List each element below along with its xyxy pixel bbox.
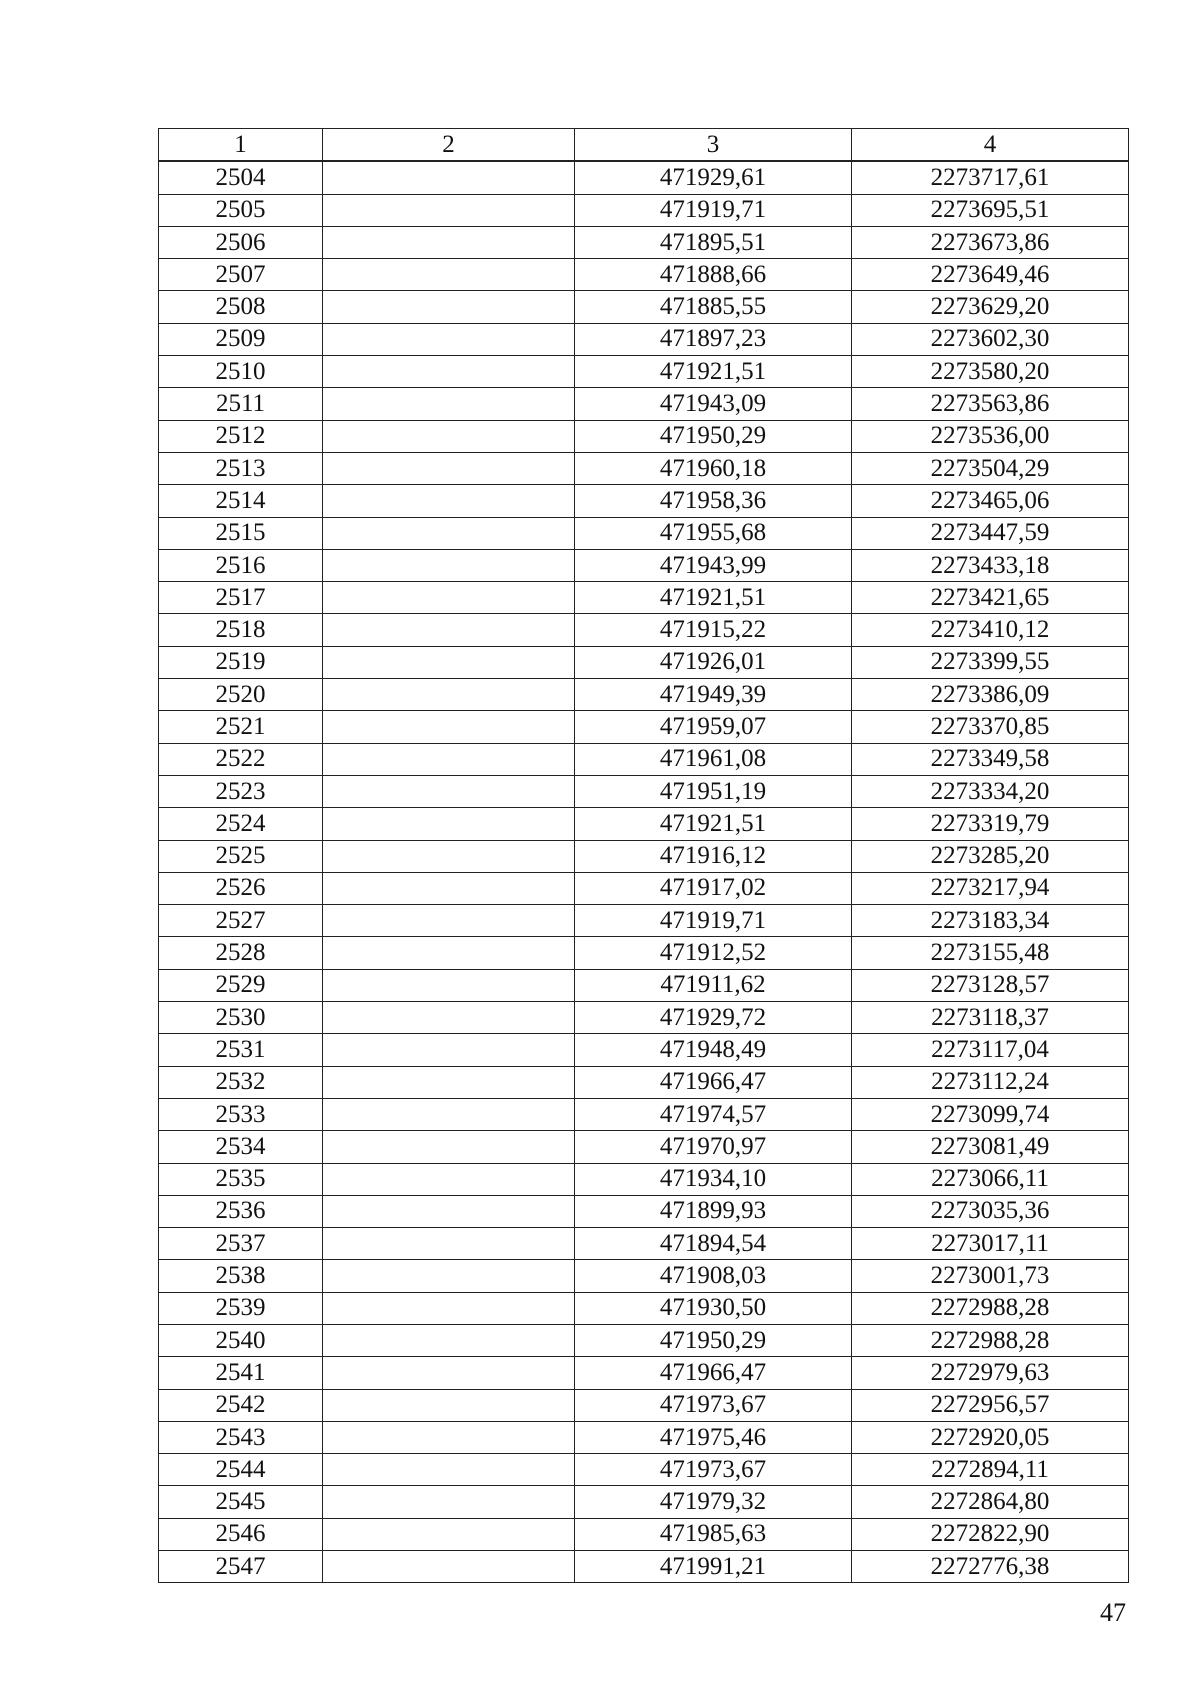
table-row	[159, 259, 1129, 291]
coordinate-y-cell: 2272864,80	[852, 1486, 1129, 1518]
header-row	[159, 129, 1129, 162]
description-cell	[323, 291, 575, 323]
header-col-2: 2	[323, 129, 575, 162]
coordinate-y-cell: 2273099,74	[852, 1098, 1129, 1130]
coordinate-x-cell: 471921,51	[575, 356, 852, 388]
description-cell	[323, 646, 575, 678]
coordinate-x-cell: 471934,10	[575, 1163, 852, 1195]
point-number-cell: 2510	[159, 356, 323, 388]
description-cell	[323, 388, 575, 420]
coordinate-y-cell: 2272776,38	[852, 1551, 1129, 1583]
coordinate-y-cell: 2273649,46	[852, 259, 1129, 291]
description-cell	[323, 226, 575, 258]
description-cell	[323, 1357, 575, 1389]
description-cell	[323, 711, 575, 743]
description-cell	[323, 905, 575, 937]
coordinate-y-cell: 2273066,11	[852, 1163, 1129, 1195]
point-number-cell: 2518	[159, 614, 323, 646]
table-body	[159, 161, 1129, 1583]
description-cell	[323, 1454, 575, 1486]
coordinate-y-cell: 2273504,29	[852, 452, 1129, 484]
point-number-cell: 2529	[159, 969, 323, 1001]
point-number-cell: 2537	[159, 1228, 323, 1260]
description-cell	[323, 1389, 575, 1421]
coordinate-y-cell: 2273399,55	[852, 646, 1129, 678]
point-number-cell: 2536	[159, 1195, 323, 1227]
coordinate-x-cell: 471975,46	[575, 1421, 852, 1453]
table-header	[159, 129, 1129, 162]
table-row	[159, 1195, 1129, 1227]
coordinate-y-cell: 2272956,57	[852, 1389, 1129, 1421]
point-number-cell: 2545	[159, 1486, 323, 1518]
description-cell	[323, 259, 575, 291]
table-row	[159, 1098, 1129, 1130]
coordinate-x-cell: 471985,63	[575, 1518, 852, 1550]
table-row	[159, 1518, 1129, 1550]
table-row	[159, 1131, 1129, 1163]
coordinate-y-cell: 2273128,57	[852, 969, 1129, 1001]
table-row	[159, 937, 1129, 969]
table-row	[159, 582, 1129, 614]
coordinate-y-cell: 2273673,86	[852, 226, 1129, 258]
coordinate-x-cell: 471894,54	[575, 1228, 852, 1260]
point-number-cell: 2540	[159, 1324, 323, 1356]
header-col-4: 4	[852, 129, 1129, 162]
coordinate-y-cell: 2273629,20	[852, 291, 1129, 323]
description-cell	[323, 420, 575, 452]
coordinate-x-cell: 471949,39	[575, 679, 852, 711]
coordinate-x-cell: 471955,68	[575, 517, 852, 549]
coordinate-y-cell: 2273183,34	[852, 905, 1129, 937]
description-cell	[323, 937, 575, 969]
point-number-cell: 2504	[159, 161, 323, 194]
coordinate-x-cell: 471973,67	[575, 1389, 852, 1421]
coordinate-x-cell: 471899,93	[575, 1195, 852, 1227]
coordinate-x-cell: 471930,50	[575, 1292, 852, 1324]
coordinate-x-cell: 471929,61	[575, 161, 852, 194]
description-cell	[323, 356, 575, 388]
coordinate-x-cell: 471943,99	[575, 549, 852, 581]
coordinate-y-cell: 2273433,18	[852, 549, 1129, 581]
description-cell	[323, 840, 575, 872]
coordinate-x-cell: 471970,97	[575, 1131, 852, 1163]
table-row	[159, 1163, 1129, 1195]
description-cell	[323, 1551, 575, 1583]
coordinate-y-cell: 2273017,11	[852, 1228, 1129, 1260]
coordinate-x-cell: 471950,29	[575, 1324, 852, 1356]
coordinate-y-cell: 2273580,20	[852, 356, 1129, 388]
point-number-cell: 2505	[159, 194, 323, 226]
description-cell	[323, 679, 575, 711]
description-cell	[323, 485, 575, 517]
coordinate-y-cell: 2272988,28	[852, 1324, 1129, 1356]
point-number-cell: 2520	[159, 679, 323, 711]
table-row	[159, 291, 1129, 323]
coordinate-y-cell: 2273410,12	[852, 614, 1129, 646]
coordinates-table	[158, 128, 1129, 1583]
description-cell	[323, 1292, 575, 1324]
coordinate-x-cell: 471959,07	[575, 711, 852, 743]
point-number-cell: 2513	[159, 452, 323, 484]
coordinate-x-cell: 471966,47	[575, 1066, 852, 1098]
coordinate-x-cell: 471979,32	[575, 1486, 852, 1518]
description-cell	[323, 194, 575, 226]
table-row	[159, 775, 1129, 807]
point-number-cell: 2543	[159, 1421, 323, 1453]
point-number-cell: 2547	[159, 1551, 323, 1583]
coordinate-x-cell: 471966,47	[575, 1357, 852, 1389]
point-number-cell: 2511	[159, 388, 323, 420]
coordinate-x-cell: 471921,51	[575, 582, 852, 614]
table-row	[159, 1357, 1129, 1389]
table-row	[159, 969, 1129, 1001]
description-cell	[323, 1228, 575, 1260]
point-number-cell: 2538	[159, 1260, 323, 1292]
coordinate-y-cell: 2272988,28	[852, 1292, 1129, 1324]
description-cell	[323, 1486, 575, 1518]
coordinate-y-cell: 2273563,86	[852, 388, 1129, 420]
coordinate-x-cell: 471917,02	[575, 872, 852, 904]
coordinate-y-cell: 2273370,85	[852, 711, 1129, 743]
point-number-cell: 2533	[159, 1098, 323, 1130]
coordinate-y-cell: 2273536,00	[852, 420, 1129, 452]
coordinate-x-cell: 471921,51	[575, 808, 852, 840]
description-cell	[323, 1324, 575, 1356]
description-cell	[323, 1518, 575, 1550]
coordinate-y-cell: 2273602,30	[852, 323, 1129, 355]
point-number-cell: 2535	[159, 1163, 323, 1195]
description-cell	[323, 1131, 575, 1163]
table-row	[159, 905, 1129, 937]
point-number-cell: 2534	[159, 1131, 323, 1163]
coordinate-y-cell: 2273118,37	[852, 1002, 1129, 1034]
point-number-cell: 2542	[159, 1389, 323, 1421]
coordinate-x-cell: 471888,66	[575, 259, 852, 291]
coordinate-x-cell: 471908,03	[575, 1260, 852, 1292]
table-row	[159, 452, 1129, 484]
point-number-cell: 2541	[159, 1357, 323, 1389]
coordinate-y-cell: 2272894,11	[852, 1454, 1129, 1486]
coordinate-y-cell: 2273386,09	[852, 679, 1129, 711]
coordinate-y-cell: 2272979,63	[852, 1357, 1129, 1389]
table-row	[159, 194, 1129, 226]
coordinate-x-cell: 471974,57	[575, 1098, 852, 1130]
coordinate-x-cell: 471943,09	[575, 388, 852, 420]
coordinate-y-cell: 2273319,79	[852, 808, 1129, 840]
table-row	[159, 420, 1129, 452]
table-row	[159, 323, 1129, 355]
table-row	[159, 356, 1129, 388]
coordinate-x-cell: 471948,49	[575, 1034, 852, 1066]
point-number-cell: 2525	[159, 840, 323, 872]
point-number-cell: 2515	[159, 517, 323, 549]
coordinate-y-cell: 2273349,58	[852, 743, 1129, 775]
point-number-cell: 2530	[159, 1002, 323, 1034]
coordinate-x-cell: 471919,71	[575, 905, 852, 937]
point-number-cell: 2532	[159, 1066, 323, 1098]
table-row	[159, 1002, 1129, 1034]
point-number-cell: 2528	[159, 937, 323, 969]
description-cell	[323, 969, 575, 1001]
point-number-cell: 2514	[159, 485, 323, 517]
coordinate-x-cell: 471897,23	[575, 323, 852, 355]
coordinate-x-cell: 471960,18	[575, 452, 852, 484]
point-number-cell: 2544	[159, 1454, 323, 1486]
coordinate-x-cell: 471950,29	[575, 420, 852, 452]
description-cell	[323, 1260, 575, 1292]
description-cell	[323, 614, 575, 646]
table-row	[159, 711, 1129, 743]
description-cell	[323, 1034, 575, 1066]
description-cell	[323, 1098, 575, 1130]
table-row	[159, 1551, 1129, 1583]
point-number-cell: 2507	[159, 259, 323, 291]
coordinate-y-cell: 2272920,05	[852, 1421, 1129, 1453]
table-row	[159, 743, 1129, 775]
coordinate-y-cell: 2273117,04	[852, 1034, 1129, 1066]
coordinate-y-cell: 2273217,94	[852, 872, 1129, 904]
table-row	[159, 517, 1129, 549]
point-number-cell: 2512	[159, 420, 323, 452]
coordinate-y-cell: 2273081,49	[852, 1131, 1129, 1163]
table-row	[159, 1260, 1129, 1292]
description-cell	[323, 1002, 575, 1034]
table-row	[159, 679, 1129, 711]
description-cell	[323, 808, 575, 840]
coordinate-x-cell: 471951,19	[575, 775, 852, 807]
description-cell	[323, 872, 575, 904]
description-cell	[323, 323, 575, 355]
table-row	[159, 1454, 1129, 1486]
point-number-cell: 2506	[159, 226, 323, 258]
coordinate-x-cell: 471973,67	[575, 1454, 852, 1486]
coordinate-x-cell: 471961,08	[575, 743, 852, 775]
coordinate-x-cell: 471919,71	[575, 194, 852, 226]
coordinate-y-cell: 2273001,73	[852, 1260, 1129, 1292]
coordinate-x-cell: 471912,52	[575, 937, 852, 969]
coordinate-x-cell: 471958,36	[575, 485, 852, 517]
point-number-cell: 2523	[159, 775, 323, 807]
coordinate-x-cell: 471915,22	[575, 614, 852, 646]
table-row	[159, 1292, 1129, 1324]
page-number: 47	[1100, 1598, 1126, 1627]
point-number-cell: 2522	[159, 743, 323, 775]
coordinate-y-cell: 2273421,65	[852, 582, 1129, 614]
coordinate-x-cell: 471929,72	[575, 1002, 852, 1034]
table-row	[159, 808, 1129, 840]
table-row	[159, 226, 1129, 258]
description-cell	[323, 1066, 575, 1098]
coordinate-y-cell: 2273035,36	[852, 1195, 1129, 1227]
coordinate-y-cell: 2273334,20	[852, 775, 1129, 807]
point-number-cell: 2527	[159, 905, 323, 937]
point-number-cell: 2508	[159, 291, 323, 323]
description-cell	[323, 517, 575, 549]
point-number-cell: 2526	[159, 872, 323, 904]
header-col-1: 1	[159, 129, 323, 162]
point-number-cell: 2517	[159, 582, 323, 614]
point-number-cell: 2531	[159, 1034, 323, 1066]
table-row	[159, 161, 1129, 194]
description-cell	[323, 549, 575, 581]
coordinate-x-cell: 471916,12	[575, 840, 852, 872]
header-col-3: 3	[575, 129, 852, 162]
table-row	[159, 388, 1129, 420]
table-row	[159, 1034, 1129, 1066]
table-row	[159, 1228, 1129, 1260]
table-row	[159, 872, 1129, 904]
coordinate-y-cell: 2273447,59	[852, 517, 1129, 549]
description-cell	[323, 775, 575, 807]
point-number-cell: 2524	[159, 808, 323, 840]
point-number-cell: 2509	[159, 323, 323, 355]
coordinate-y-cell: 2272822,90	[852, 1518, 1129, 1550]
coordinate-x-cell: 471991,21	[575, 1551, 852, 1583]
coordinate-x-cell: 471895,51	[575, 226, 852, 258]
coordinate-y-cell: 2273155,48	[852, 937, 1129, 969]
coordinate-y-cell: 2273285,20	[852, 840, 1129, 872]
coordinate-x-cell: 471885,55	[575, 291, 852, 323]
coordinate-x-cell: 471911,62	[575, 969, 852, 1001]
table-row	[159, 1389, 1129, 1421]
point-number-cell: 2539	[159, 1292, 323, 1324]
description-cell	[323, 743, 575, 775]
table-row	[159, 1421, 1129, 1453]
coordinate-y-cell: 2273717,61	[852, 161, 1129, 194]
point-number-cell: 2546	[159, 1518, 323, 1550]
point-number-cell: 2519	[159, 646, 323, 678]
point-number-cell: 2516	[159, 549, 323, 581]
table-row	[159, 549, 1129, 581]
coordinate-y-cell: 2273465,06	[852, 485, 1129, 517]
coordinate-y-cell: 2273695,51	[852, 194, 1129, 226]
description-cell	[323, 161, 575, 194]
point-number-cell: 2521	[159, 711, 323, 743]
table-row	[159, 646, 1129, 678]
description-cell	[323, 452, 575, 484]
table-row	[159, 614, 1129, 646]
table-row	[159, 1324, 1129, 1356]
description-cell	[323, 1195, 575, 1227]
description-cell	[323, 582, 575, 614]
coordinate-x-cell: 471926,01	[575, 646, 852, 678]
description-cell	[323, 1421, 575, 1453]
description-cell	[323, 1163, 575, 1195]
table-row	[159, 840, 1129, 872]
table-row	[159, 485, 1129, 517]
table-row	[159, 1486, 1129, 1518]
coordinate-y-cell: 2273112,24	[852, 1066, 1129, 1098]
table-row	[159, 1066, 1129, 1098]
